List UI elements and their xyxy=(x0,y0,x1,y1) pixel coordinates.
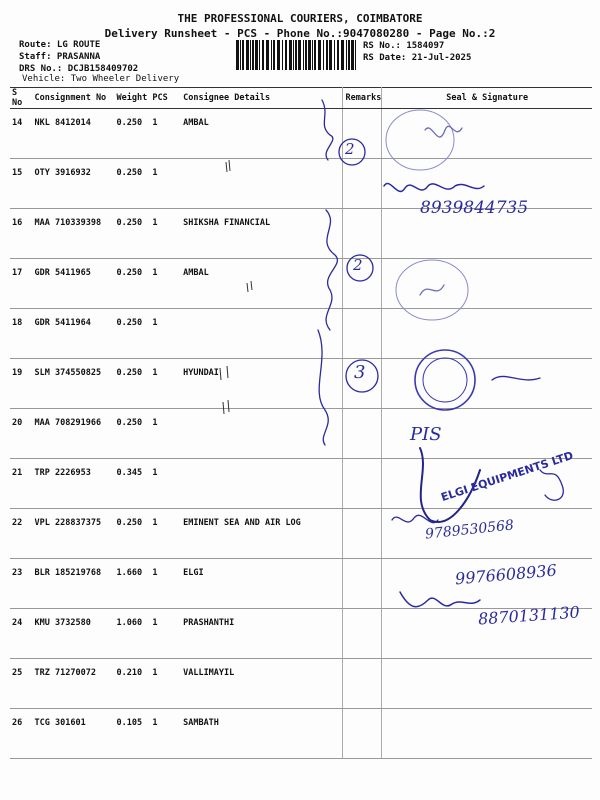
cell-consignee: HYUNDAI xyxy=(181,359,343,409)
cell-pcs: 1 xyxy=(150,559,181,609)
company-title: THE PROFESSIONAL COURIERS, COIMBATORE xyxy=(177,12,423,25)
col-header-sno: S No xyxy=(10,88,33,109)
cell-sno: 21 xyxy=(10,459,33,509)
cell-pcs: 1 xyxy=(150,509,181,559)
cell-pcs: 1 xyxy=(150,309,181,359)
cell-consignee xyxy=(181,159,343,209)
table-row xyxy=(10,659,592,709)
cell-weight: 0.250 xyxy=(115,209,151,259)
cell-consignee: VALLIMAYIL xyxy=(181,659,343,709)
col-header-consignee: Consignee Details xyxy=(181,88,343,109)
cell-consignee: EMINENT SEA AND AIR LOG xyxy=(181,509,343,559)
barcode-bar xyxy=(293,40,294,70)
cell-remarks xyxy=(343,409,382,459)
barcode-bar xyxy=(240,40,241,70)
barcode-bar xyxy=(255,40,258,70)
cell-weight: 0.105 xyxy=(115,709,151,759)
cell-pcs: 1 xyxy=(150,359,181,409)
cell-consignment: MAA 708291966 xyxy=(33,409,115,459)
barcode-bar xyxy=(252,40,254,70)
barcode-bar xyxy=(318,40,321,70)
cell-weight: 0.250 xyxy=(115,159,151,209)
cell-sno: 24 xyxy=(10,609,33,659)
cell-pcs: 1 xyxy=(150,459,181,509)
cell-sno: 14 xyxy=(10,109,33,159)
stamp-elgi-text: ELGI EQUIPMENTS LTD xyxy=(439,448,575,505)
barcode-bar xyxy=(323,40,324,70)
cell-weight: 0.250 xyxy=(115,109,151,159)
col-header-pcs: PCS xyxy=(150,88,181,109)
cell-remarks xyxy=(343,709,382,759)
barcode-bar xyxy=(259,40,260,70)
barcode-bar xyxy=(351,40,354,70)
cell-remarks xyxy=(343,159,382,209)
cell-sno: 18 xyxy=(10,309,33,359)
barcode-bar xyxy=(346,40,347,70)
cell-pcs: 1 xyxy=(150,109,181,159)
table-row xyxy=(10,309,592,359)
table-row xyxy=(10,109,592,159)
cell-consignee xyxy=(181,409,343,459)
barcode-bar xyxy=(337,40,339,70)
cell-weight: 0.210 xyxy=(115,659,151,709)
remark-number-1: 2 xyxy=(345,140,355,158)
table-row xyxy=(10,709,592,759)
cell-consignment: TRP 2226953 xyxy=(33,459,115,509)
cell-consignment: GDR 5411965 xyxy=(33,259,115,309)
cell-weight: 0.250 xyxy=(115,359,151,409)
cell-weight: 1.060 xyxy=(115,609,151,659)
barcode-bar xyxy=(242,40,244,70)
cell-consignee: SAMBATH xyxy=(181,709,343,759)
cell-consignment: TCG 301601 xyxy=(33,709,115,759)
cell-seal xyxy=(382,309,592,359)
barcode-bar xyxy=(303,40,304,70)
barcode-bar xyxy=(329,40,332,70)
cell-consignment: NKL 8412014 xyxy=(33,109,115,159)
cell-consignee: AMBAL xyxy=(181,259,343,309)
vehicle-label: Vehicle: Two Wheeler Delivery xyxy=(22,74,180,84)
cell-consignment: VPL 228837375 xyxy=(33,509,115,559)
route-label: Route: LG ROUTE xyxy=(19,40,101,50)
barcode-bar xyxy=(308,40,311,70)
cell-remarks xyxy=(343,559,382,609)
cell-consignee: AMBAL xyxy=(181,109,343,159)
cell-weight: 0.345 xyxy=(115,459,151,509)
barcode-bar xyxy=(246,40,249,70)
cell-consignee xyxy=(181,309,343,359)
cell-consignment: GDR 5411964 xyxy=(33,309,115,359)
cell-seal xyxy=(382,259,592,309)
col-header-consignment: Consignment No xyxy=(33,88,115,109)
barcode-bar xyxy=(295,40,297,70)
cell-pcs: 1 xyxy=(150,409,181,459)
cell-seal xyxy=(382,709,592,759)
barcode-bar xyxy=(271,40,272,70)
col-header-weight: Weight xyxy=(115,88,151,109)
cell-seal xyxy=(382,109,592,159)
barcode-bar xyxy=(326,40,328,70)
cell-consignment: MAA 710339398 xyxy=(33,209,115,259)
cell-seal xyxy=(382,659,592,709)
cell-consignment: SLM 374550825 xyxy=(33,359,115,409)
table-header-row xyxy=(10,88,592,109)
barcode-bar xyxy=(236,40,239,70)
rs-date: RS Date: 21-Jul-2025 xyxy=(363,53,472,63)
drs-number: DRS No.: DCJB158409702 xyxy=(19,64,139,74)
cell-consignee xyxy=(181,459,343,509)
table-row xyxy=(10,409,592,459)
barcode-bar xyxy=(250,40,251,70)
staff-label: Staff: PRASANNA xyxy=(19,52,101,62)
cell-sno: 15 xyxy=(10,159,33,209)
table-row xyxy=(10,359,592,409)
cell-sno: 23 xyxy=(10,559,33,609)
cell-consignee: PRASHANTHI xyxy=(181,609,343,659)
cell-pcs: 1 xyxy=(150,709,181,759)
cell-remarks xyxy=(343,609,382,659)
cell-consignment: KMU 3732580 xyxy=(33,609,115,659)
barcode-bar xyxy=(341,40,344,70)
cell-weight: 0.250 xyxy=(115,409,151,459)
barcode-bar xyxy=(298,40,301,70)
barcode-bar xyxy=(312,40,313,70)
cell-sno: 20 xyxy=(10,409,33,459)
col-header-seal: Seal & Signature xyxy=(382,88,592,109)
barcode-bar xyxy=(273,40,275,70)
phone-row-16: 8939844735 xyxy=(420,198,529,218)
barcode-bar xyxy=(266,40,269,70)
cell-remarks xyxy=(343,509,382,559)
remark-number-2: 2 xyxy=(353,256,363,274)
cell-weight: 0.250 xyxy=(115,309,151,359)
barcode xyxy=(236,40,358,70)
barcode-bar xyxy=(355,40,356,70)
cell-remarks xyxy=(343,459,382,509)
cell-sno: 25 xyxy=(10,659,33,709)
barcode-bar xyxy=(282,40,283,70)
col-header-remarks: Remarks xyxy=(343,88,382,109)
cell-remarks xyxy=(343,659,382,709)
remark-number-3: 3 xyxy=(354,362,366,383)
cell-sno: 19 xyxy=(10,359,33,409)
barcode-bar xyxy=(305,40,307,70)
cell-consignment: OTY 3916932 xyxy=(33,159,115,209)
runsheet-table xyxy=(10,87,592,759)
barcode-bar xyxy=(314,40,316,70)
cell-consignment: TRZ 71270072 xyxy=(33,659,115,709)
barcode-bar xyxy=(262,40,264,70)
phone-row-26: 8870131130 xyxy=(477,602,581,629)
rs-number: RS No.: 1584097 xyxy=(363,41,445,51)
runsheet-subtitle: Delivery Runsheet - PCS - Phone No.:9047080280 - Page No.:2 xyxy=(104,27,496,40)
cell-consignment: BLR 185219768 xyxy=(33,559,115,609)
barcode-bar xyxy=(285,40,287,70)
pis-initials: PIS xyxy=(410,424,442,445)
cell-pcs: 1 xyxy=(150,209,181,259)
cell-remarks xyxy=(343,209,382,259)
cell-pcs: 1 xyxy=(150,159,181,209)
cell-sno: 16 xyxy=(10,209,33,259)
barcode-bar xyxy=(277,40,280,70)
barcode-bar xyxy=(348,40,350,70)
cell-remarks xyxy=(343,309,382,359)
barcode-bar xyxy=(334,40,335,70)
phone-row-25: 9976608936 xyxy=(454,560,558,589)
cell-consignee: SHIKSHA FINANCIAL xyxy=(181,209,343,259)
cell-sno: 26 xyxy=(10,709,33,759)
cell-pcs: 1 xyxy=(150,659,181,709)
cell-consignee: ELGI xyxy=(181,559,343,609)
barcode-bar xyxy=(289,40,292,70)
cell-weight: 1.660 xyxy=(115,559,151,609)
cell-weight: 0.250 xyxy=(115,259,151,309)
cell-weight: 0.250 xyxy=(115,509,151,559)
phone-row-24: 9789530568 xyxy=(424,517,515,543)
cell-sno: 22 xyxy=(10,509,33,559)
cell-pcs: 1 xyxy=(150,609,181,659)
cell-sno: 17 xyxy=(10,259,33,309)
table-row xyxy=(10,259,592,309)
cell-pcs: 1 xyxy=(150,259,181,309)
cell-seal xyxy=(382,359,592,409)
